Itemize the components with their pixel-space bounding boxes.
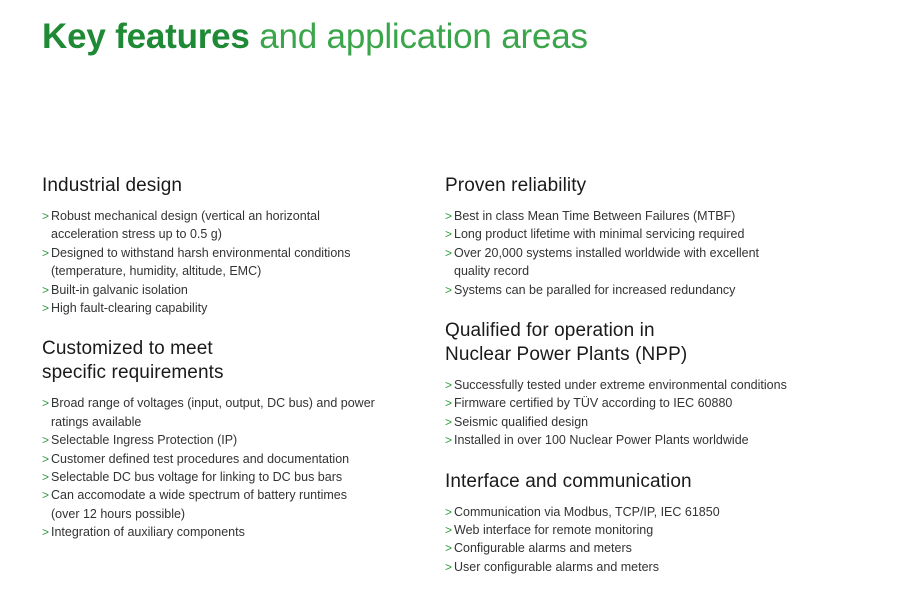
list-item [42, 486, 432, 523]
section-customized [42, 337, 432, 541]
heading-line: Qualified for operation in [445, 320, 655, 342]
list-item [42, 281, 432, 299]
bullet-chevron-icon: > [42, 451, 50, 466]
bullet-chevron-icon: > [445, 504, 453, 519]
list-item-text-continued: (over 12 hours possible) [51, 506, 186, 521]
list-item-text: Can accomodate a wide spectrum of battery runtimes [51, 488, 347, 503]
list-item [445, 394, 885, 412]
bullet-chevron-icon: > [42, 396, 50, 411]
page-title [42, 14, 588, 60]
list-item [445, 225, 885, 243]
list-item [445, 539, 885, 557]
list-item [445, 521, 885, 539]
feature-list [445, 376, 885, 450]
bullet-chevron-icon: > [42, 433, 50, 448]
list-item-text-continued: (temperature, humidity, altitude, EMC) [51, 264, 262, 279]
list-item-text: Seismic qualified design [454, 414, 589, 429]
bullet-chevron-icon: > [445, 209, 453, 223]
list-item [42, 431, 432, 449]
bullet-chevron-icon: > [42, 282, 50, 297]
section-heading: Proven reliability [445, 175, 587, 196]
list-item [42, 450, 432, 468]
bullet-chevron-icon: > [445, 378, 453, 393]
list-item-text: Communication via Modbus, TCP/IP, IEC 61850 [454, 504, 720, 519]
bullet-chevron-icon: > [445, 559, 453, 574]
list-item-text: Web interface for remote monitoring [454, 523, 654, 538]
list-item-text: Over 20,000 systems installed worldwide with excellent [454, 245, 759, 260]
list-item [445, 413, 885, 431]
list-item-text: Selectable Ingress Protection (IP) [51, 433, 238, 448]
list-item-text: Firmware certified by TÜV according to IEC 60880 [454, 396, 733, 411]
list-item-text: Installed in over 100 Nuclear Power Plants worldwide [454, 433, 749, 448]
section-heading [445, 319, 885, 367]
list-item [42, 523, 432, 541]
bullet-chevron-icon: > [445, 523, 453, 538]
list-item-text: Best in class Mean Time Between Failures (MTBF) [454, 209, 736, 223]
bullet-chevron-icon: > [445, 414, 453, 429]
list-item [42, 299, 432, 317]
bullet-chevron-icon: > [445, 541, 453, 556]
heading-line: Customized to meet [42, 338, 213, 360]
list-item-text-continued: acceleration stress up to 0.5 g) [51, 227, 222, 242]
list-item-text-continued: quality record [454, 264, 530, 279]
list-item-text-continued: ratings available [51, 414, 142, 429]
list-item [42, 244, 432, 281]
list-item-text: Successfully tested under extreme environmental conditions [454, 378, 787, 393]
heading-line: specific requirements [42, 362, 224, 384]
list-item [445, 503, 885, 521]
list-item-text: High fault-clearing capability [51, 301, 208, 316]
list-item-text: Selectable DC bus voltage for linking to DC bus bars [51, 470, 343, 485]
bullet-chevron-icon: > [42, 470, 50, 485]
bullet-chevron-icon: > [445, 227, 453, 242]
right-column [445, 174, 885, 576]
list-item-text: Robust mechanical design (vertical an horizontal [51, 209, 320, 223]
feature-list [445, 503, 885, 577]
list-item [445, 207, 885, 225]
list-item [445, 431, 885, 449]
bullet-chevron-icon: > [42, 301, 50, 316]
section-proven-reliability [445, 174, 885, 299]
list-item-text: Designed to withstand harsh environmental conditions [51, 245, 351, 260]
section-nuclear [445, 319, 885, 450]
list-item [42, 207, 432, 244]
feature-list [42, 394, 432, 541]
section-heading: Industrial design [42, 175, 183, 196]
list-item-text: Configurable alarms and meters [454, 541, 632, 556]
bullet-chevron-icon: > [42, 488, 50, 503]
left-column [42, 174, 432, 542]
list-item-text: Integration of auxiliary components [51, 525, 245, 540]
list-item [445, 558, 885, 576]
list-item-text: Built-in galvanic isolation [51, 282, 188, 297]
feature-list [42, 207, 432, 317]
list-item [42, 394, 432, 431]
bullet-chevron-icon: > [445, 282, 453, 297]
bullet-chevron-icon: > [42, 525, 50, 540]
bullet-chevron-icon: > [445, 245, 453, 260]
list-item [445, 244, 885, 281]
bullet-chevron-icon: > [445, 396, 453, 411]
list-item-text: Broad range of voltages (input, output, DC bus) and power [51, 396, 375, 411]
list-item-text: Systems can be paralled for increased redundancy [454, 282, 736, 297]
page-title-bold: Key features [42, 17, 250, 56]
heading-line: Nuclear Power Plants (NPP) [445, 344, 688, 366]
bullet-chevron-icon: > [42, 245, 50, 260]
list-item-text: Customer defined test procedures and documentation [51, 451, 350, 466]
bullet-chevron-icon: > [42, 209, 50, 223]
section-industrial-design [42, 174, 432, 317]
list-item [445, 376, 885, 394]
bullet-chevron-icon: > [445, 433, 453, 448]
section-interface [445, 470, 885, 577]
section-heading: Interface and communication [445, 470, 692, 492]
list-item [445, 281, 885, 299]
list-item-text: Long product lifetime with minimal servicing required [454, 227, 745, 242]
feature-list [445, 207, 885, 299]
list-item-text: User configurable alarms and meters [454, 559, 659, 574]
list-item [42, 468, 432, 486]
section-heading [42, 337, 432, 385]
page-title-light: and application areas [259, 17, 588, 56]
